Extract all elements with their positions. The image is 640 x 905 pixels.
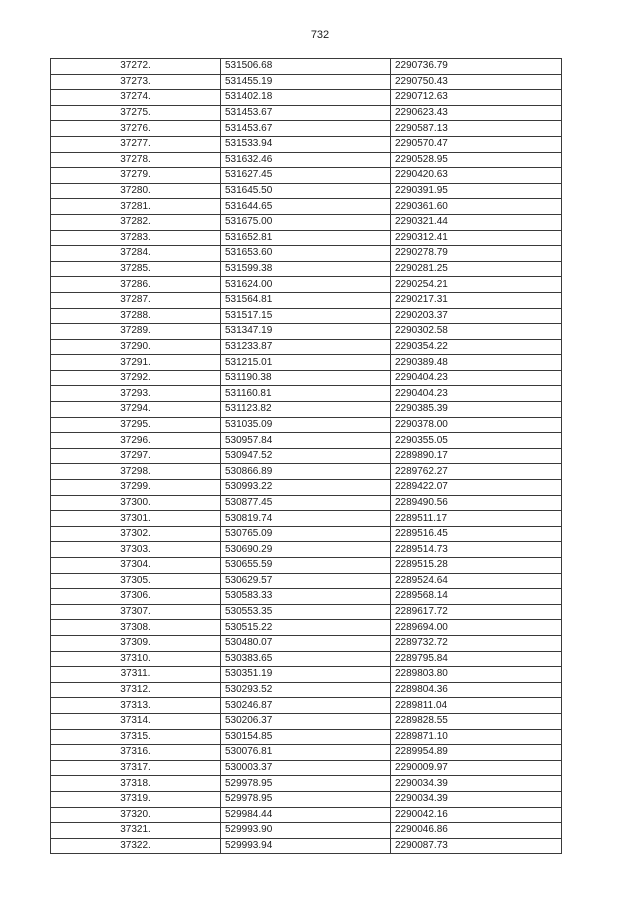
- x-coordinate-cell: 531453.67: [221, 121, 391, 137]
- point-number-cell: 37281.: [51, 199, 221, 215]
- point-number-cell: 37303.: [51, 542, 221, 558]
- point-number-cell: 37278.: [51, 152, 221, 168]
- y-coordinate-cell: 2290528.95: [391, 152, 562, 168]
- y-coordinate-cell: 2289490.56: [391, 495, 562, 511]
- x-coordinate-cell: 530690.29: [221, 542, 391, 558]
- table-row: [51, 635, 562, 651]
- table-row: [51, 355, 562, 371]
- table-row: [51, 604, 562, 620]
- y-coordinate-cell: 2289516.45: [391, 526, 562, 542]
- point-number-cell: 37317.: [51, 760, 221, 776]
- table-row: [51, 542, 562, 558]
- x-coordinate-cell: 530383.65: [221, 651, 391, 667]
- x-coordinate-cell: 529993.90: [221, 823, 391, 839]
- point-number-cell: 37293.: [51, 386, 221, 402]
- x-coordinate-cell: 530819.74: [221, 511, 391, 527]
- y-coordinate-cell: 2290254.21: [391, 277, 562, 293]
- y-coordinate-cell: 2290391.95: [391, 183, 562, 199]
- x-coordinate-cell: 530206.37: [221, 713, 391, 729]
- y-coordinate-cell: 2289890.17: [391, 448, 562, 464]
- point-number-cell: 37291.: [51, 355, 221, 371]
- table-row: [51, 214, 562, 230]
- point-number-cell: 37304.: [51, 558, 221, 574]
- x-coordinate-cell: 530003.37: [221, 760, 391, 776]
- x-coordinate-cell: 530480.07: [221, 635, 391, 651]
- table-row: [51, 402, 562, 418]
- y-coordinate-cell: 2290355.05: [391, 433, 562, 449]
- y-coordinate-cell: 2289795.84: [391, 651, 562, 667]
- point-number-cell: 37313.: [51, 698, 221, 714]
- table-row: [51, 105, 562, 121]
- y-coordinate-cell: 2290570.47: [391, 136, 562, 152]
- table-row: [51, 417, 562, 433]
- coordinates-table-body: [51, 59, 562, 854]
- point-number-cell: 37305.: [51, 573, 221, 589]
- x-coordinate-cell: 530351.19: [221, 667, 391, 683]
- x-coordinate-cell: 530293.52: [221, 682, 391, 698]
- y-coordinate-cell: 2289803.80: [391, 667, 562, 683]
- table-row: [51, 168, 562, 184]
- y-coordinate-cell: 2290281.25: [391, 261, 562, 277]
- point-number-cell: 37308.: [51, 620, 221, 636]
- y-coordinate-cell: 2289568.14: [391, 589, 562, 605]
- x-coordinate-cell: 531564.81: [221, 292, 391, 308]
- x-coordinate-cell: 531402.18: [221, 90, 391, 106]
- x-coordinate-cell: 531215.01: [221, 355, 391, 371]
- y-coordinate-cell: 2290312.41: [391, 230, 562, 246]
- point-number-cell: 37312.: [51, 682, 221, 698]
- table-row: [51, 152, 562, 168]
- table-row: [51, 464, 562, 480]
- y-coordinate-cell: 2290750.43: [391, 74, 562, 90]
- y-coordinate-cell: 2290321.44: [391, 214, 562, 230]
- point-number-cell: 37310.: [51, 651, 221, 667]
- y-coordinate-cell: 2289871.10: [391, 729, 562, 745]
- x-coordinate-cell: 530629.57: [221, 573, 391, 589]
- point-number-cell: 37284.: [51, 246, 221, 262]
- table-row: [51, 495, 562, 511]
- x-coordinate-cell: 531627.45: [221, 168, 391, 184]
- x-coordinate-cell: 529978.95: [221, 776, 391, 792]
- table-row: [51, 121, 562, 137]
- table-row: [51, 729, 562, 745]
- x-coordinate-cell: 531455.19: [221, 74, 391, 90]
- y-coordinate-cell: 2290404.23: [391, 386, 562, 402]
- y-coordinate-cell: 2289804.36: [391, 682, 562, 698]
- table-row: [51, 59, 562, 75]
- table-row: [51, 136, 562, 152]
- point-number-cell: 37301.: [51, 511, 221, 527]
- table-row: [51, 370, 562, 386]
- table-row: [51, 667, 562, 683]
- x-coordinate-cell: 531233.87: [221, 339, 391, 355]
- table-row: [51, 292, 562, 308]
- point-number-cell: 37319.: [51, 791, 221, 807]
- x-coordinate-cell: 530154.85: [221, 729, 391, 745]
- point-number-cell: 37275.: [51, 105, 221, 121]
- y-coordinate-cell: 2290420.63: [391, 168, 562, 184]
- x-coordinate-cell: 531645.50: [221, 183, 391, 199]
- y-coordinate-cell: 2289617.72: [391, 604, 562, 620]
- point-number-cell: 37274.: [51, 90, 221, 106]
- table-row: [51, 573, 562, 589]
- y-coordinate-cell: 2289515.28: [391, 558, 562, 574]
- x-coordinate-cell: 530246.87: [221, 698, 391, 714]
- table-row: [51, 807, 562, 823]
- x-coordinate-cell: 530947.52: [221, 448, 391, 464]
- x-coordinate-cell: 530655.59: [221, 558, 391, 574]
- point-number-cell: 37277.: [51, 136, 221, 152]
- table-row: [51, 511, 562, 527]
- point-number-cell: 37272.: [51, 59, 221, 75]
- y-coordinate-cell: 2290361.60: [391, 199, 562, 215]
- x-coordinate-cell: 531533.94: [221, 136, 391, 152]
- point-number-cell: 37289.: [51, 324, 221, 340]
- y-coordinate-cell: 2290587.13: [391, 121, 562, 137]
- y-coordinate-cell: 2289511.17: [391, 511, 562, 527]
- point-number-cell: 37302.: [51, 526, 221, 542]
- point-number-cell: 37290.: [51, 339, 221, 355]
- y-coordinate-cell: 2290278.79: [391, 246, 562, 262]
- y-coordinate-cell: 2290046.86: [391, 823, 562, 839]
- y-coordinate-cell: 2290736.79: [391, 59, 562, 75]
- table-row: [51, 838, 562, 854]
- x-coordinate-cell: 531517.15: [221, 308, 391, 324]
- x-coordinate-cell: 531123.82: [221, 402, 391, 418]
- table-row: [51, 74, 562, 90]
- y-coordinate-cell: 2289422.07: [391, 480, 562, 496]
- table-row: [51, 261, 562, 277]
- table-row: [51, 651, 562, 667]
- point-number-cell: 37287.: [51, 292, 221, 308]
- x-coordinate-cell: 531653.60: [221, 246, 391, 262]
- x-coordinate-cell: 531644.65: [221, 199, 391, 215]
- point-number-cell: 37296.: [51, 433, 221, 449]
- y-coordinate-cell: 2290087.73: [391, 838, 562, 854]
- x-coordinate-cell: 530553.35: [221, 604, 391, 620]
- point-number-cell: 37314.: [51, 713, 221, 729]
- table-row: [51, 386, 562, 402]
- x-coordinate-cell: 529993.94: [221, 838, 391, 854]
- point-number-cell: 37276.: [51, 121, 221, 137]
- x-coordinate-cell: 531160.81: [221, 386, 391, 402]
- y-coordinate-cell: 2290203.37: [391, 308, 562, 324]
- table-row: [51, 480, 562, 496]
- table-row: [51, 183, 562, 199]
- y-coordinate-cell: 2290389.48: [391, 355, 562, 371]
- table-row: [51, 745, 562, 761]
- table-row: [51, 682, 562, 698]
- y-coordinate-cell: 2289811.04: [391, 698, 562, 714]
- x-coordinate-cell: 530957.84: [221, 433, 391, 449]
- point-number-cell: 37316.: [51, 745, 221, 761]
- point-number-cell: 37280.: [51, 183, 221, 199]
- x-coordinate-cell: 530765.09: [221, 526, 391, 542]
- point-number-cell: 37292.: [51, 370, 221, 386]
- y-coordinate-cell: 2290034.39: [391, 791, 562, 807]
- x-coordinate-cell: 529978.95: [221, 791, 391, 807]
- y-coordinate-cell: 2290623.43: [391, 105, 562, 121]
- y-coordinate-cell: 2290217.31: [391, 292, 562, 308]
- table-row: [51, 776, 562, 792]
- x-coordinate-cell: 531035.09: [221, 417, 391, 433]
- page-number: 732: [310, 29, 330, 41]
- point-number-cell: 37286.: [51, 277, 221, 293]
- y-coordinate-cell: 2290302.58: [391, 324, 562, 340]
- y-coordinate-cell: 2290009.97: [391, 760, 562, 776]
- table-row: [51, 698, 562, 714]
- table-row: [51, 308, 562, 324]
- point-number-cell: 37320.: [51, 807, 221, 823]
- y-coordinate-cell: 2290712.63: [391, 90, 562, 106]
- y-coordinate-cell: 2289694.00: [391, 620, 562, 636]
- point-number-cell: 37300.: [51, 495, 221, 511]
- point-number-cell: 37309.: [51, 635, 221, 651]
- y-coordinate-cell: 2289732.72: [391, 635, 562, 651]
- y-coordinate-cell: 2289762.27: [391, 464, 562, 480]
- x-coordinate-cell: 530866.89: [221, 464, 391, 480]
- y-coordinate-cell: 2290378.00: [391, 417, 562, 433]
- x-coordinate-cell: 531347.19: [221, 324, 391, 340]
- table-row: [51, 791, 562, 807]
- point-number-cell: 37322.: [51, 838, 221, 854]
- point-number-cell: 37297.: [51, 448, 221, 464]
- y-coordinate-cell: 2290385.39: [391, 402, 562, 418]
- y-coordinate-cell: 2289524.64: [391, 573, 562, 589]
- point-number-cell: 37311.: [51, 667, 221, 683]
- table-row: [51, 620, 562, 636]
- x-coordinate-cell: 531599.38: [221, 261, 391, 277]
- point-number-cell: 37295.: [51, 417, 221, 433]
- y-coordinate-cell: 2289828.55: [391, 713, 562, 729]
- point-number-cell: 37298.: [51, 464, 221, 480]
- point-number-cell: 37306.: [51, 589, 221, 605]
- table-row: [51, 760, 562, 776]
- table-row: [51, 277, 562, 293]
- table-row: [51, 526, 562, 542]
- x-coordinate-cell: 530583.33: [221, 589, 391, 605]
- table-row: [51, 199, 562, 215]
- y-coordinate-cell: 2290042.16: [391, 807, 562, 823]
- table-row: [51, 339, 562, 355]
- table-row: [51, 433, 562, 449]
- point-number-cell: 37299.: [51, 480, 221, 496]
- point-number-cell: 37285.: [51, 261, 221, 277]
- x-coordinate-cell: 531190.38: [221, 370, 391, 386]
- table-row: [51, 713, 562, 729]
- x-coordinate-cell: 531506.68: [221, 59, 391, 75]
- table-row: [51, 324, 562, 340]
- x-coordinate-cell: 530877.45: [221, 495, 391, 511]
- y-coordinate-cell: 2289514.73: [391, 542, 562, 558]
- x-coordinate-cell: 531652.81: [221, 230, 391, 246]
- x-coordinate-cell: 530515.22: [221, 620, 391, 636]
- y-coordinate-cell: 2290354.22: [391, 339, 562, 355]
- point-number-cell: 37321.: [51, 823, 221, 839]
- point-number-cell: 37288.: [51, 308, 221, 324]
- x-coordinate-cell: 531453.67: [221, 105, 391, 121]
- point-number-cell: 37282.: [51, 214, 221, 230]
- point-number-cell: 37307.: [51, 604, 221, 620]
- table-row: [51, 230, 562, 246]
- x-coordinate-cell: 531624.00: [221, 277, 391, 293]
- y-coordinate-cell: 2289954.89: [391, 745, 562, 761]
- point-number-cell: 37318.: [51, 776, 221, 792]
- x-coordinate-cell: 530076.81: [221, 745, 391, 761]
- point-number-cell: 37273.: [51, 74, 221, 90]
- point-number-cell: 37279.: [51, 168, 221, 184]
- coordinates-table: [50, 58, 562, 854]
- y-coordinate-cell: 2290404.23: [391, 370, 562, 386]
- table-row: [51, 589, 562, 605]
- table-row: [51, 448, 562, 464]
- x-coordinate-cell: 531675.00: [221, 214, 391, 230]
- table-row: [51, 558, 562, 574]
- point-number-cell: 37283.: [51, 230, 221, 246]
- point-number-cell: 37294.: [51, 402, 221, 418]
- table-row: [51, 823, 562, 839]
- x-coordinate-cell: 530993.22: [221, 480, 391, 496]
- y-coordinate-cell: 2290034.39: [391, 776, 562, 792]
- x-coordinate-cell: 531632.46: [221, 152, 391, 168]
- table-row: [51, 90, 562, 106]
- point-number-cell: 37315.: [51, 729, 221, 745]
- x-coordinate-cell: 529984.44: [221, 807, 391, 823]
- table-row: [51, 246, 562, 262]
